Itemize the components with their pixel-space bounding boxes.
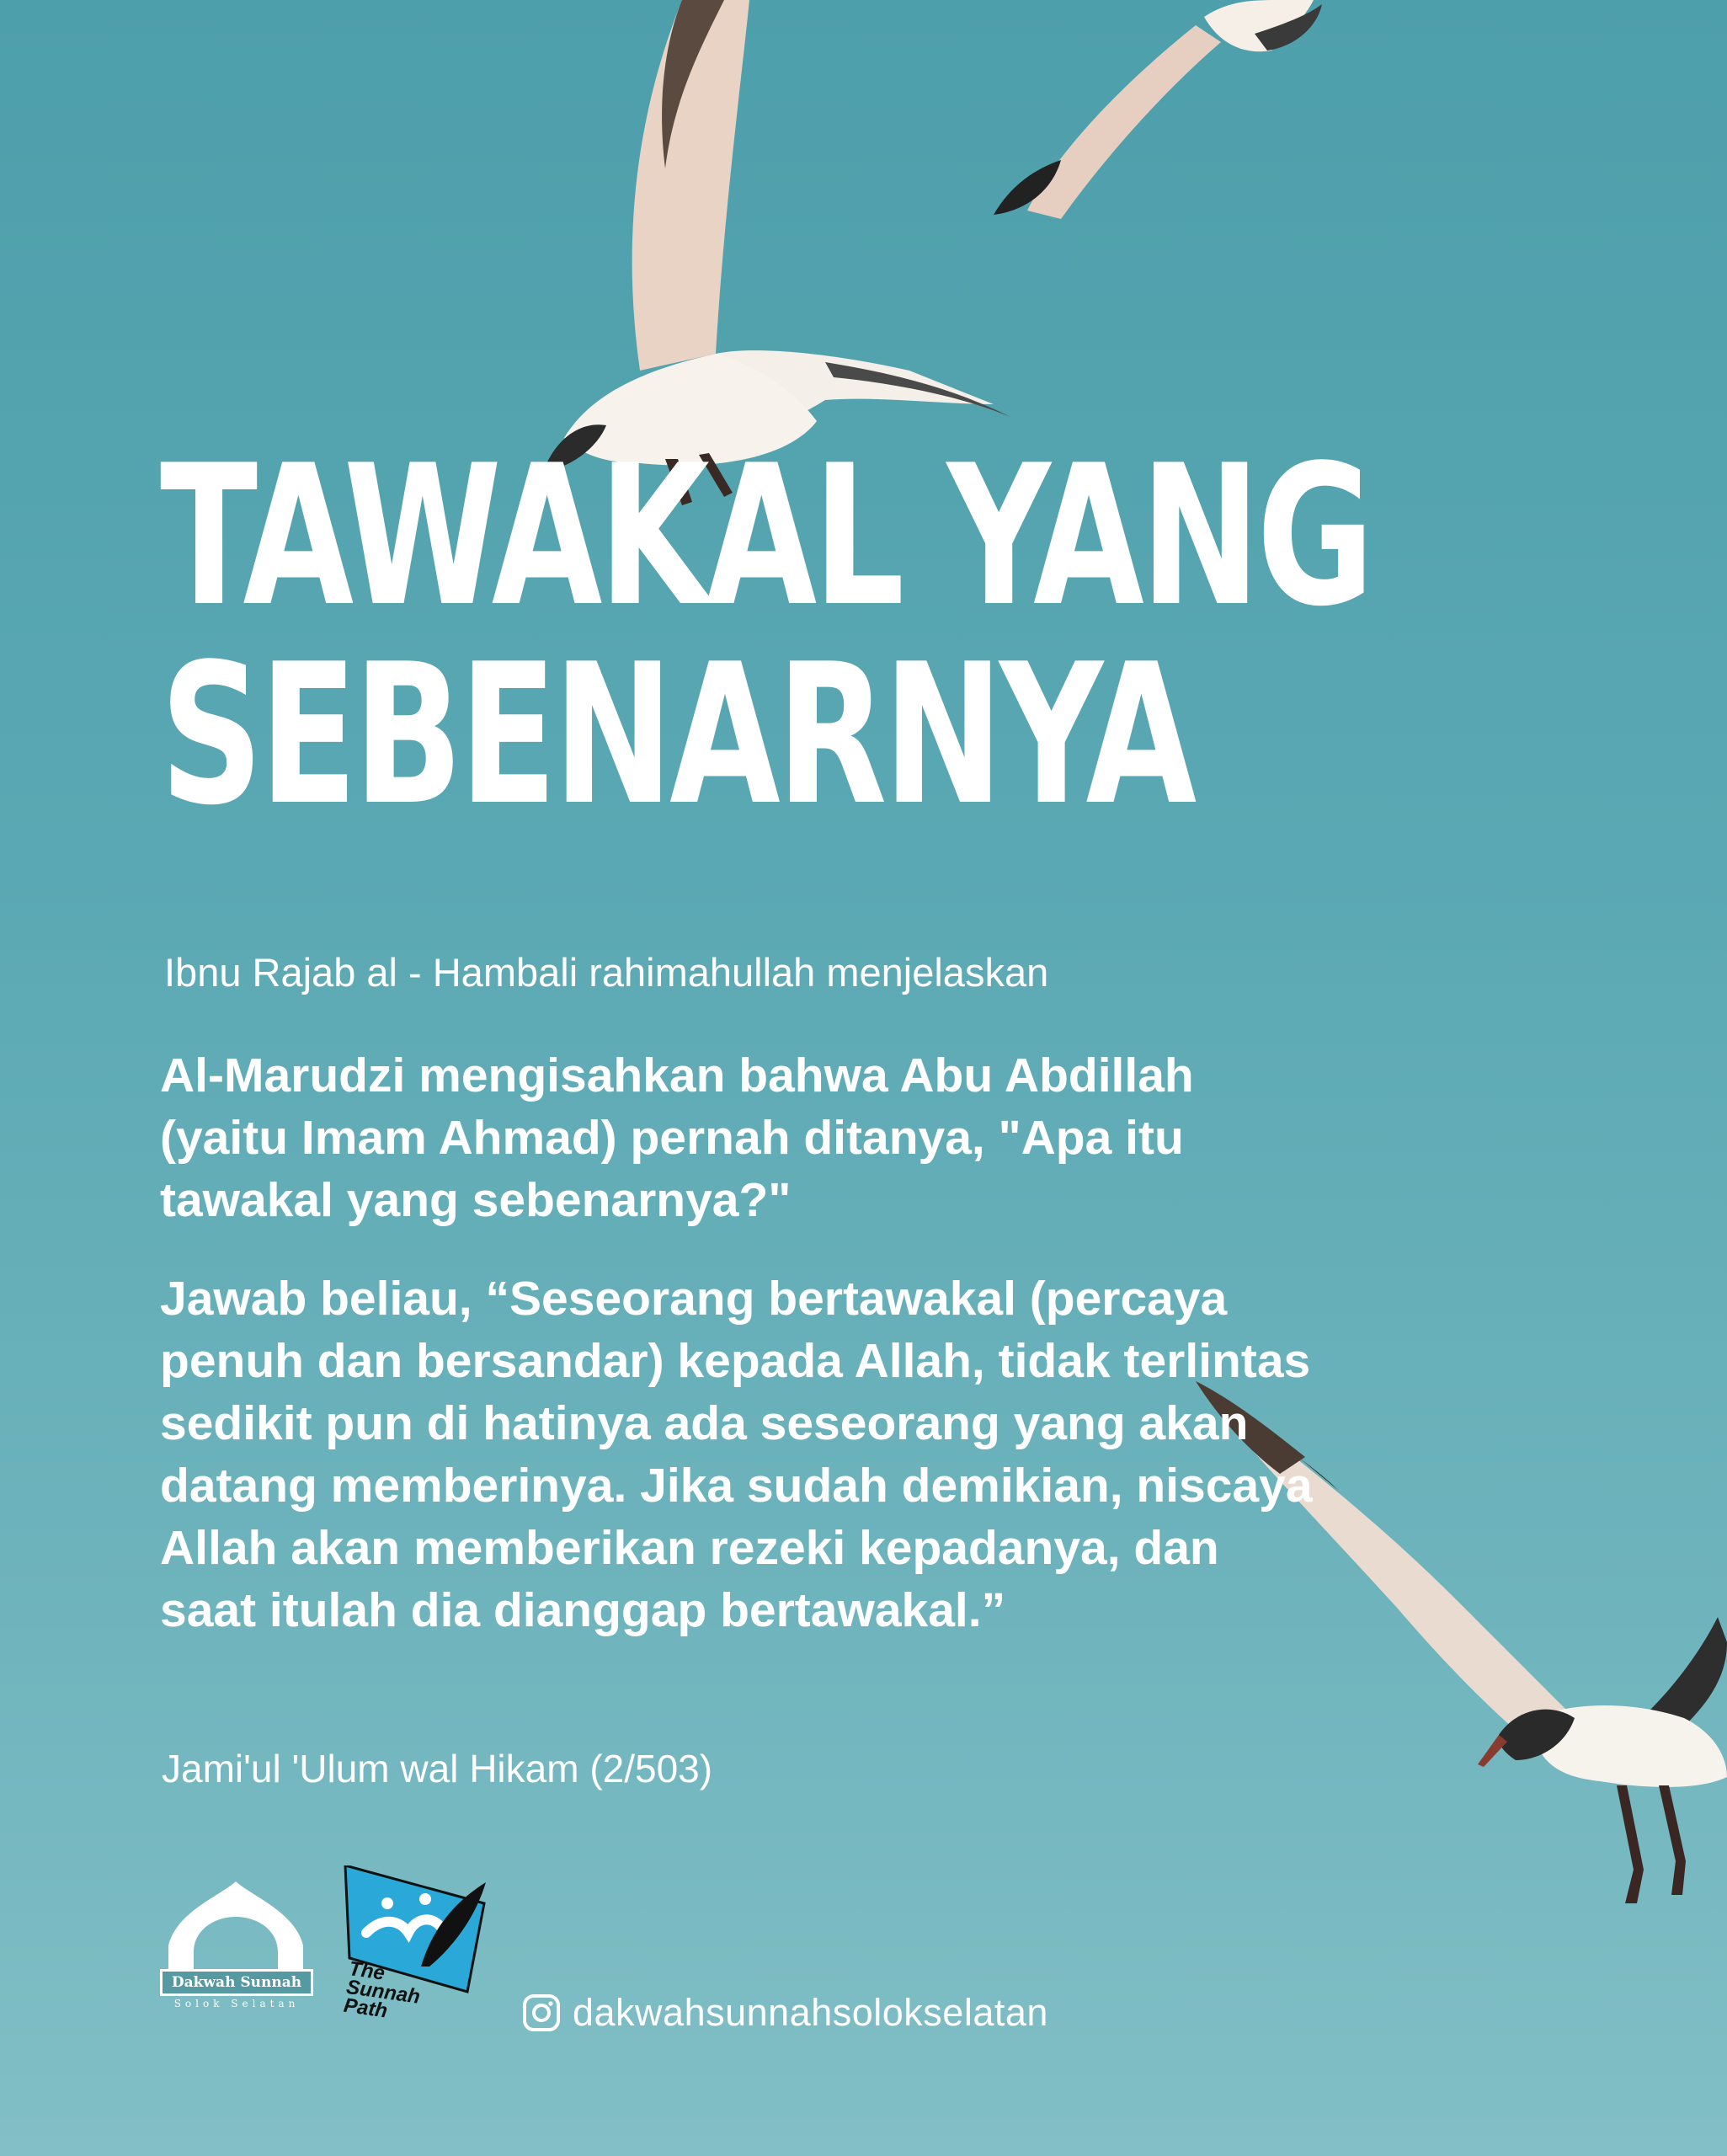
intro-text: Ibnu Rajab al - Hambali rahimahullah menjelaskan	[164, 950, 1049, 995]
quote-paragraph-2: Jawab beliau, “Seseorang bertawakal (percaya penuh dan bersandar) kepada Allah, tidak terlintas sedikit pun di hatinya ada seseorang yang akan datang memberinya. Jika sudah demikian, niscaya Allah akan memberikan rezeki kepadanya, dan saat itulah dia dianggap bertawakal.”	[160, 1272, 1313, 1637]
title-line-1: TAWAKAL YANG	[160, 424, 1371, 649]
instagram-icon	[522, 1993, 561, 2032]
mosque-dome-icon	[160, 1878, 312, 1971]
dakwah-sunnah-logo	[160, 1878, 312, 2017]
page-title	[160, 424, 1371, 848]
seagull-top-right	[977, 0, 1330, 227]
title-line-2: SEBENARNYA	[160, 623, 1193, 848]
sunnah-logo-label: The Sunnah Path	[342, 1957, 422, 2023]
source-citation: Jami'ul 'Ulum wal Hikam (2/503)	[162, 1747, 713, 1790]
dakwah-logo-label: Dakwah Sunnah	[160, 1969, 313, 1996]
quote-paragraph-1: Al-Marudzi mengisahkan bahwa Abu Abdillah (yaitu Imam Ahmad) pernah ditanya, "Apa itu tawakal yang sebenarnya?"	[160, 1049, 1194, 1227]
sunnah-path-logo	[341, 1865, 493, 2025]
instagram-handle[interactable]: dakwahsunnahsolokselatan	[573, 1991, 1048, 2034]
dakwah-logo-sublabel: Solok Selatan	[173, 1998, 300, 2009]
social-handle-row[interactable]	[522, 1988, 1048, 2038]
